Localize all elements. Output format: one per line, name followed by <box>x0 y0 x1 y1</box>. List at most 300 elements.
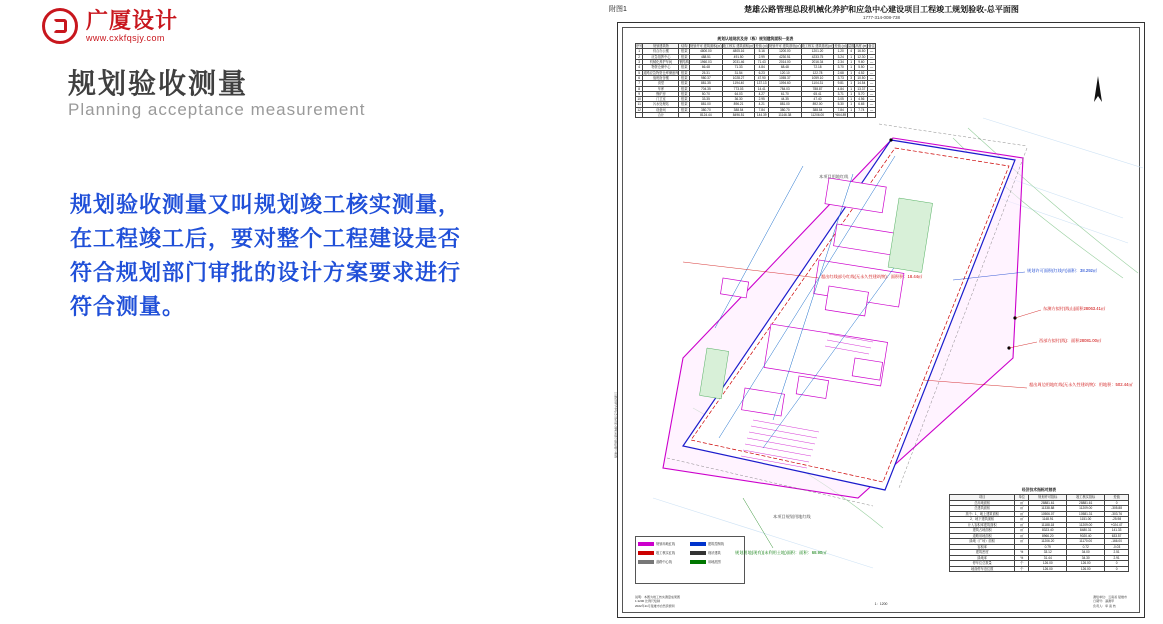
table-cell: 4.84 <box>755 65 769 70</box>
economic-table-cell: 8480.31 <box>1067 528 1105 533</box>
table-column-header: 规划许可 建筑基底(㎡) <box>768 44 801 48</box>
legend-swatch-icon <box>690 542 706 546</box>
economic-column-header: 竣工核实指标 <box>1067 495 1105 500</box>
table-cell: 1 <box>847 86 854 91</box>
legend-swatch-icon <box>638 551 654 555</box>
table-cell: 892.00 <box>801 102 834 107</box>
economic-table-cell: 0 <box>1105 561 1129 566</box>
economic-table-cell: 633.57 <box>1105 533 1129 538</box>
table-cell: 2.68 <box>834 70 848 75</box>
page-subtitle: Planning acceptance measurement <box>68 100 366 119</box>
table-cell: 2.34 <box>834 59 848 64</box>
legend-swatch-icon <box>638 560 654 564</box>
economic-table-cell: 2、地下建筑面积 <box>950 517 1015 522</box>
table-cell: 488.51 <box>690 54 723 59</box>
table-cell: 1104.31 <box>801 81 834 86</box>
building-area-table <box>635 36 876 118</box>
table-cell: 11206.00 <box>801 113 834 118</box>
table-cell: 773.03 <box>722 86 755 91</box>
body-line: 符合规划部门审批的设计方案要求进行 <box>70 260 462 285</box>
table-cell: 5.50 <box>855 65 868 70</box>
economic-table-cell: 计入容积率建筑面积 <box>950 522 1015 527</box>
economic-column-header: 规划许可指标 <box>1029 495 1067 500</box>
callout-over-redline: 超出红线部分红线(无永久性建筑物)：面积积：18.44㎡ <box>821 274 923 279</box>
table-cell: 12.30 <box>855 54 868 59</box>
table-cell: 44.35 <box>768 97 801 102</box>
table-cell: 综合办公楼 <box>643 49 679 54</box>
callout-outside-boundary: 超出周边用地红线(无永久性建筑物)：用地积：502.44㎡ <box>1029 382 1133 387</box>
table-cell: 25.31 <box>690 70 723 75</box>
table-cell: — <box>868 65 875 70</box>
economic-table-cell: 绿地率 <box>950 555 1015 560</box>
table-cell: 框架 <box>679 107 690 112</box>
legend-item <box>638 548 690 557</box>
table-column-header: 层数 <box>847 44 855 48</box>
table-cell: 1 <box>847 91 854 96</box>
table-cell: 491.50 <box>722 54 755 59</box>
table-row <box>636 113 876 118</box>
table-cell: 9.81 <box>834 81 848 86</box>
economic-table-cell: 10506.07 <box>1029 511 1067 516</box>
brand-name: 广厦设计 <box>86 8 179 34</box>
legend-label: 规划用地红线 <box>656 542 676 546</box>
table-cell: 物资仓储中心 <box>643 65 679 70</box>
table-cell: 31.54 <box>722 70 755 75</box>
economic-table-cell: ㎡ <box>1015 506 1029 511</box>
table-cell: 1.20 <box>834 49 848 54</box>
footer-note: 日期号：滇测甲 <box>1093 599 1115 603</box>
drawing-sheet-inner-border <box>614 27 1140 613</box>
table-cell: 4230.51 <box>768 54 801 59</box>
table-cell: 4 <box>636 65 643 70</box>
table-cell: 980.37 <box>690 75 723 80</box>
circle-g-logo-icon <box>42 8 78 44</box>
table-cell: 144.39 <box>756 113 767 118</box>
table-cell: 8496.51 <box>722 113 755 118</box>
table-cell: 应急指挥中心 <box>643 54 679 59</box>
legend-box <box>635 536 745 584</box>
table-cell: 4805.16 <box>722 49 755 54</box>
table-cell: 14.41 <box>755 86 769 91</box>
table-cell: 2014.00 <box>768 59 801 64</box>
table-cell: 5.70 <box>855 91 868 96</box>
table-cell <box>636 113 643 118</box>
economic-table-cell: -303.76 <box>1105 511 1129 516</box>
table-cell: 1 <box>847 65 854 70</box>
table-cell: 120.10 <box>768 70 801 75</box>
legend-item <box>690 539 742 548</box>
economic-table-cell: 其中：1、地上建筑面积 <box>950 511 1015 516</box>
building-area-table-body <box>636 49 876 118</box>
brand-text <box>86 9 178 42</box>
table-cell: 5.16 <box>755 49 769 54</box>
economic-table-cell: 11338.88 <box>1029 506 1067 511</box>
footer-note: 负责人：审 查 核 <box>1093 603 1116 608</box>
economic-table-cell: 个 <box>1015 566 1029 571</box>
economic-table-cell: 8966.20 <box>1029 533 1067 538</box>
economic-table-cell: ㎡ <box>1015 517 1029 522</box>
callout-west-area: 西部方拟付(线)：面积28081.00㎡ <box>1039 338 1102 343</box>
table-column-header: 序号 <box>636 44 643 48</box>
table-cell: 框架 <box>679 75 690 80</box>
footer-note: 1:1200 比例尺绘制 <box>635 599 661 603</box>
table-cell: 5.30 <box>834 102 848 107</box>
economic-table-cell: -0.03 <box>1105 544 1129 549</box>
table-column-header: 规划许可 建筑面积(㎡) <box>690 44 722 48</box>
table-cell: 2016.34 <box>801 59 834 64</box>
body-paragraph <box>70 188 540 324</box>
table-cell: 框架 <box>679 54 690 59</box>
table-cell: 框架 <box>679 91 690 96</box>
body-line: 在工程竣工后，要对整个工程建设是否 <box>70 226 462 251</box>
economic-table-cell: 126.00 <box>1029 561 1067 566</box>
table-cell: 4 <box>847 49 854 54</box>
table-cell: 3 <box>847 75 854 80</box>
table-cell: 788.87 <box>801 86 834 91</box>
table-cell: 框架 <box>679 70 690 75</box>
table-cell: 1 <box>847 81 854 86</box>
table-column-header: 结构 <box>679 44 690 49</box>
table-cell: 8 <box>636 86 643 91</box>
callout-project-redline: 本项目用地红线 <box>819 174 849 179</box>
economic-table-cell: 道路用地面积 <box>950 533 1015 538</box>
economic-table-cell: ㎡ <box>1015 511 1029 516</box>
table-cell: — <box>868 107 875 112</box>
table-cell: 16.50 <box>855 49 868 54</box>
economic-table-cell: 总用地面积 <box>950 500 1015 505</box>
table-cell: 框架 <box>679 65 690 70</box>
economic-table-cell: ㎡ <box>1015 500 1029 505</box>
economic-table-cell: 0 <box>1105 500 1129 505</box>
table-cell: 881.00 <box>690 102 723 107</box>
table-cell: 1 <box>847 102 854 107</box>
table-cell: 1028.27 <box>722 75 755 80</box>
table-cell: 6.65 <box>855 102 868 107</box>
table-cell: — <box>868 86 875 91</box>
table-cell: 71.43 <box>755 59 769 64</box>
footer-note: 2022年11月楚雄市自然资源局 <box>635 603 675 608</box>
economic-table-cell: 2.51 <box>1105 550 1129 555</box>
table-cell: 2 <box>636 54 643 59</box>
table-cell: 锅炉房 <box>643 91 679 96</box>
north-arrow-icon <box>1091 76 1105 110</box>
table-column-header: 竣工核实 建筑基底(㎡) <box>801 44 834 48</box>
table-cell: 1 <box>847 70 854 75</box>
economic-table-cell: 2.91 <box>1105 555 1129 560</box>
legend-label: 现状建筑 <box>708 551 721 555</box>
table-cell: 50.70 <box>690 91 723 96</box>
footer-note: 测绘单位：云南省 楚雄市 <box>1093 594 1127 599</box>
table-cell: 704.35 <box>690 86 723 91</box>
table-cell: 72.18 <box>801 65 834 70</box>
page-title: 规划验收测量 <box>68 68 249 99</box>
table-cell: 4.27 <box>755 91 769 96</box>
table-cell: 4.52 <box>855 70 868 75</box>
economic-table-cell: 126.00 <box>1067 561 1105 566</box>
economic-column-header: 项目 <box>950 495 1015 500</box>
economic-table-cell: 126.00 <box>1029 566 1067 571</box>
table-cell: 1 <box>636 49 643 54</box>
economic-index-table <box>949 487 1129 572</box>
table-cell: 1960.03 <box>690 59 723 64</box>
table-cell: 388.54 <box>722 107 755 112</box>
table-cell: 3.71 <box>834 91 848 96</box>
legend-swatch-icon <box>638 542 654 546</box>
legend-label: 竣工核实红线 <box>656 551 676 555</box>
table-cell: 3 <box>636 59 643 64</box>
brand-url: www.cxkfqsjy.com <box>86 32 165 43</box>
table-cell: 33.35 <box>690 97 723 102</box>
callout-east-area: 东测方拟付(线山)面积28063.41㎡ <box>1043 306 1106 311</box>
table-cell: 36.30 <box>722 97 755 102</box>
table-cell: — <box>868 97 875 102</box>
economic-table-cell: % <box>1015 550 1029 555</box>
table-cell: 框架 <box>679 97 690 102</box>
table-cell: 7.84 <box>834 107 848 112</box>
table-cell: — <box>868 81 875 86</box>
economic-table-row <box>950 566 1129 571</box>
economic-table-cell: 11209.00 <box>1067 506 1105 511</box>
table-cell: 4800.00 <box>690 49 723 54</box>
table-cell: 9.60 <box>855 59 868 64</box>
table-cell: 47.40 <box>801 97 834 102</box>
table-cell: 2.99 <box>755 54 769 59</box>
economic-table-cell: 33.12 <box>1029 550 1067 555</box>
table-cell: 66.48 <box>690 65 723 70</box>
table-cell: 388.54 <box>801 107 834 112</box>
table-cell: — <box>868 75 875 80</box>
table-column-header: 高度 (m) <box>855 44 868 48</box>
economic-table-cell: ㎡ <box>1015 528 1029 533</box>
table-cell: 68.48 <box>768 65 801 70</box>
economic-index-table-body <box>950 500 1129 571</box>
table-cell: 门卫室 <box>643 97 679 102</box>
legend-swatch-icon <box>690 560 706 564</box>
economic-table-cell: 34.00 <box>1067 550 1105 555</box>
table-cell: 框架 <box>679 81 690 86</box>
economic-table-cell: 1151.00 <box>1067 517 1105 522</box>
table-cell: 64.03 <box>722 91 755 96</box>
table-cell: 1200.00 <box>768 49 801 54</box>
table-cell: 71.33 <box>722 65 755 70</box>
table-cell: 道路应急物资仓库储备库 <box>643 70 679 75</box>
table-cell: 框架 <box>679 102 690 107</box>
table-cell: 7.84 <box>755 107 769 112</box>
table-cell: 1 <box>847 107 854 112</box>
table-column-header: 差值 (㎡) <box>834 44 847 48</box>
table-cell: 8124.44 <box>690 113 723 118</box>
table-cell: 机械化养护车间 <box>643 59 679 64</box>
table-cell: 2031.46 <box>722 59 755 64</box>
callout-unused-land: 规划用地(现有)(未利用土地)面积：面积：68.90㎡ <box>735 550 827 555</box>
drawing-panel <box>600 0 1163 624</box>
economic-table-cell: 9020.40 <box>1067 533 1105 538</box>
table-column-header: 竣工核实 建筑面积(㎡) <box>722 44 755 48</box>
table-cell: 1059.10 <box>801 75 834 80</box>
table-cell: 9 <box>636 91 643 96</box>
table-cell: 4233.75 <box>801 54 834 59</box>
table-cell: 1194.40 <box>722 81 755 86</box>
table-cell: 47.90 <box>755 75 769 80</box>
economic-table-cell: 8323.40 <box>1029 528 1067 533</box>
table-cell: 4.56 <box>855 97 868 102</box>
economic-table-cell: 11206.20 <box>1029 539 1067 544</box>
table-cell: 框架 <box>679 86 690 91</box>
economic-table-cell: 126.00 <box>1067 566 1105 571</box>
table-cell: 3.73 <box>834 75 848 80</box>
table-cell <box>679 113 690 118</box>
figure-label: 附图1 <box>609 6 627 13</box>
economic-column-header: 单位 <box>1015 495 1029 500</box>
table-cell: 1 <box>847 59 854 64</box>
economic-table-cell: -305.88 <box>1105 506 1129 511</box>
economic-index-table-caption: 经济技术指标对照表 <box>1021 488 1057 493</box>
economic-table-cell: 0 <box>1105 566 1129 571</box>
legend-label: 道路中心线 <box>656 560 672 564</box>
drawing-title: 楚雄公路管理总段机械化养护和应急中心建设项目工程竣工规划验收-总平面图 <box>744 5 1019 14</box>
table-column-header: 备注 <box>868 44 875 48</box>
table-cell: 设备间 <box>643 107 679 112</box>
economic-table-cell: 总建筑面积 <box>950 506 1015 511</box>
economic-table-cell: +024.47 <box>1105 522 1129 527</box>
building-area-table-caption: 规划认地现状及房（栋）规划建筑面积一览表 <box>717 37 794 41</box>
table-cell <box>847 113 854 118</box>
table-cell: 钢结构 <box>679 59 689 64</box>
economic-table-cell: 11170.00 <box>1067 539 1105 544</box>
table-column-header: 差值 (㎡) <box>755 44 768 48</box>
table-cell: 380.70 <box>690 107 723 112</box>
table-cell: 13.37 <box>855 86 868 91</box>
table-cell: 3.24 <box>834 54 848 59</box>
table-cell: 137.13 <box>756 81 767 86</box>
table-cell: 6.23 <box>755 70 769 75</box>
legend-item <box>638 539 690 548</box>
callout-project-planning-redline: 本项目规划用地红线 <box>773 514 811 519</box>
table-cell: 896.21 <box>722 102 755 107</box>
table-cell: 12 <box>637 107 641 112</box>
economic-table-cell: 容积率 <box>950 544 1015 549</box>
legend-item <box>638 557 690 566</box>
table-cell: 食堂 <box>643 81 679 86</box>
economic-table-cell: 28881.61 <box>1067 500 1105 505</box>
economic-table-cell: -166.00 <box>1105 539 1129 544</box>
table-cell: 污水处理站 <box>643 102 679 107</box>
table-cell: 值班宿舍楼 <box>643 75 679 80</box>
economic-table-cell: 34.30 <box>1067 555 1105 560</box>
table-cell <box>855 113 868 118</box>
economic-table-cell: ㎡ <box>1015 533 1029 538</box>
economic-table-cell: 0.79 <box>1029 544 1067 549</box>
footer-notes-right <box>1093 595 1127 609</box>
legend-label: 用地范围 <box>708 560 721 564</box>
table-cell: 7 <box>636 81 643 86</box>
table-cell: 881.35 <box>690 81 723 86</box>
economic-table-cell: 11209.00 <box>1067 522 1105 527</box>
table-cell: 1 <box>847 97 854 102</box>
economic-table-cell: 141.33 <box>1105 528 1129 533</box>
table-cell: 1055.37 <box>768 75 801 80</box>
economic-column-header: 差值 <box>1105 495 1129 500</box>
table-cell: 3.05 <box>834 97 848 102</box>
footer-note: 说明：本图为竣工核实测量成果图 <box>635 594 681 599</box>
table-cell: — <box>868 54 875 59</box>
table-cell: — <box>868 49 875 54</box>
legend-item <box>690 557 742 566</box>
table-cell: 6 <box>636 75 643 80</box>
table-cell: 合计 <box>643 113 679 118</box>
economic-table-cell: -25.98 <box>1105 517 1129 522</box>
economic-table-cell: 建筑占地面积 <box>950 528 1015 533</box>
footer-notes-left <box>635 595 680 609</box>
table-cell: 10 <box>637 97 641 102</box>
legend-label: 建筑控制线 <box>708 542 724 546</box>
table-cell: 380.70 <box>768 107 801 112</box>
table-cell: 1201.20 <box>801 49 834 54</box>
table-cell: 65.41 <box>801 91 834 96</box>
economic-table-cell: 11188.18 <box>1029 522 1067 527</box>
economic-table-cell: 10581.31 <box>1067 511 1105 516</box>
legend-swatch-icon <box>690 551 706 555</box>
economic-table-cell: 个 <box>1015 561 1029 566</box>
table-cell <box>868 113 875 118</box>
table-cell: 1094.60 <box>768 81 801 86</box>
table-cell: 784.03 <box>768 86 801 91</box>
table-cell: 5 <box>636 70 643 75</box>
economic-table-cell: 31.44 <box>1029 555 1067 560</box>
economic-table-cell: 0.72 <box>1067 544 1105 549</box>
table-cell: 7.74 <box>855 107 868 112</box>
table-cell: 122.78 <box>801 70 834 75</box>
table-cell: 11146.38 <box>768 113 801 118</box>
table-cell: 881.00 <box>768 102 801 107</box>
drawing-scale: 1：1200 <box>874 602 888 606</box>
table-cell: 4.84 <box>834 86 848 91</box>
table-cell: — <box>868 59 875 64</box>
table-cell: — <box>868 70 875 75</box>
table-cell: *664.89 <box>835 113 847 118</box>
economic-table-cell: 绿地（广场）面积 <box>950 539 1015 544</box>
table-cell: 框架 <box>679 49 690 54</box>
body-line: 符合测量。 <box>70 294 186 319</box>
table-cell: 1 <box>847 54 854 59</box>
economic-table-cell: % <box>1015 555 1029 560</box>
table-cell: 14.54 <box>855 81 868 86</box>
brand-logo <box>42 8 178 44</box>
economic-table-cell: 地面停车泊位数 <box>950 566 1015 571</box>
economic-table-cell: 建筑密度 <box>950 550 1015 555</box>
economic-table-cell: 28881.61 <box>1029 500 1067 505</box>
economic-table-cell: ㎡ <box>1015 522 1029 527</box>
table-cell: 11 <box>636 102 643 107</box>
sheet-side-stamp: 楚雄公路管理总段机械化养护和应急中心建设项目 <box>614 391 618 458</box>
economic-table-cell: ㎡ <box>1015 539 1029 544</box>
table-cell: 10.50 <box>855 75 868 80</box>
table-cell: 4.21 <box>755 102 769 107</box>
table-cell: 2.95 <box>755 97 769 102</box>
table-cell: 车库 <box>643 86 679 91</box>
economic-table-cell: 停车位总数量 <box>950 561 1015 566</box>
table-cell: — <box>868 102 875 107</box>
callout-permitted-area: 规划许可面积(红线内)面积：38.292㎡ <box>1027 268 1098 273</box>
table-cell: 3.70 <box>834 65 848 70</box>
table-column-header: 规划建筑物 <box>643 44 679 49</box>
table-cell: 61.70 <box>768 91 801 96</box>
drawing-sheet <box>614 22 1145 618</box>
table-cell: — <box>868 91 875 96</box>
body-line: 规划验收测量又叫规划竣工核实测量， <box>70 192 462 217</box>
drawing-subtitle: 1777-314-008-738 <box>862 15 901 20</box>
economic-table-cell: 1148.91 <box>1029 517 1067 522</box>
